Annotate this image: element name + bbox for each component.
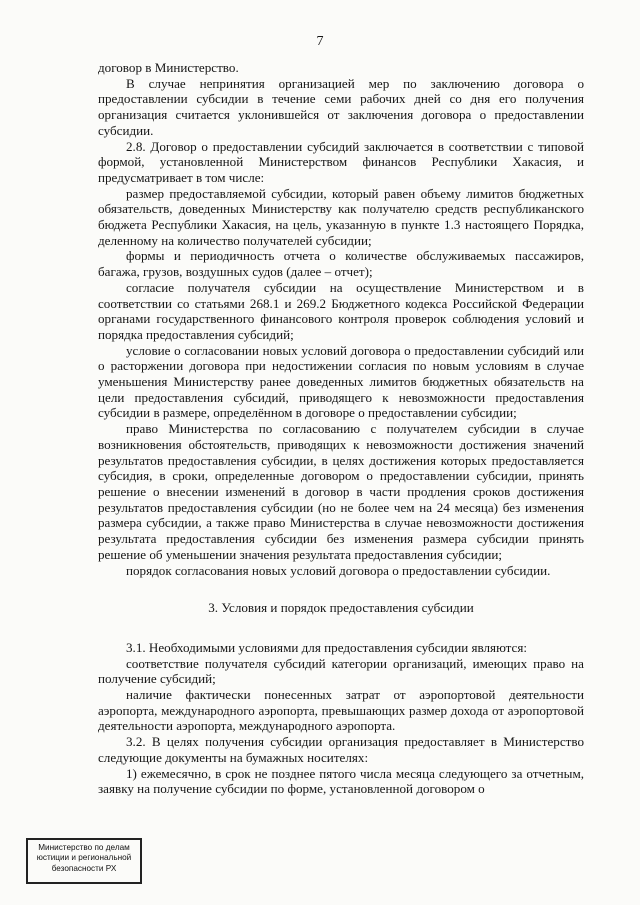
document-body: [98, 60, 584, 797]
stamp-line: безопасности РХ: [51, 863, 117, 873]
paragraph: порядок согласования новых условий договора о предоставлении субсидии.: [126, 562, 551, 578]
stamp-line: Министерство по делам: [38, 843, 130, 852]
paragraph: 3.1. Необходимыми условиями для предоставления субсидии являются:: [126, 639, 528, 655]
page-number: 7: [316, 34, 324, 49]
ministry-stamp: [26, 838, 142, 884]
paragraph: условие о согласовании новых условий договора о предоставлении субсидий или о расторжении договора при недостижении согласия по новым условиям в случае уменьшения Министерству ранее доведенных лимитов бюджетных обязательств на цели предоставления субсидий, приводящего к невозможности предоставления субсидии в размере, определённом в договоре о предоставлении субсидии;: [98, 342, 584, 421]
section-title: 3. Условия и порядок предоставления субсидии: [208, 600, 474, 616]
paragraph: формы и периодичность отчета о количестве обслуживаемых пассажиров, багажа, грузов, воздушных судов (далее – отчет);: [98, 248, 584, 280]
paragraph: договор в Министерство.: [98, 60, 239, 75]
paragraph: В случае непринятия организацией мер по заключению договора о предоставлении субсидии в течение семи рабочих дней со дня его получения организация считается уклонившейся от заключения договора о предоставлении субсидии.: [98, 75, 584, 138]
paragraph: 3.2. В целях получения субсидии организация предоставляет в Министерство следующие документы на бумажных носителях:: [98, 734, 584, 765]
paragraph: согласие получателя субсидии на осуществление Министерством и в соответствии со статьями 268.1 и 269.2 Бюджетного кодекса Российской Федерации органами государственного финансового контроля проверок соблюдения условий и порядка предоставления субсидий;: [98, 279, 584, 342]
paragraph: соответствие получателя субсидий категории организаций, имеющих право на получение субсидий;: [98, 655, 584, 687]
stamp-line: юстиции и региональной: [36, 853, 132, 863]
paragraph: 2.8. Договор о предоставлении субсидий заключается в соответствии с типовой формой, установленной Министерством финансов Республики Хакасия, и предусматривает в том числе:: [98, 138, 584, 185]
paragraph: наличие фактически понесенных затрат от аэропортовой деятельности аэропорта, международного аэропорта, превышающих размер дохода от аэропортовой деятельности аэропорта, международного аэропорта.: [98, 687, 584, 734]
paragraph: размер предоставляемой субсидии, который равен объему лимитов бюджетных обязательств, доведенных Министерству как получателю средств республиканского бюджета Республики Хакасия, на цель, указанную в пункте 1.3 настоящего Порядка, деленному на количество получателей субсидии;: [98, 185, 584, 248]
paragraph: право Министерства по согласованию с получателем субсидии в случае возникновения обстоятельств, приводящих к невозможности достижения значений результатов предоставления субсидии, в целях достижения которых предоставляется субсидия, в сроки, определенные договором о предоставлении субсидии, принять решение о внесении изменений в договор в части продления сроков достижения результатов предоставления субсидии (но не более чем на 24 месяца) без изменения размера субсидии, а также право Министерства в случае невозможности достижения результата предоставления субсидии без изменения размера субсидии принять решение об уменьшении значения результата предоставления субсидии;: [98, 421, 584, 562]
paragraph: 1) ежемесячно, в срок не позднее пятого числа месяца следующего за отчетным, заявку на получение субсидии по форме, установленной договором о: [98, 765, 584, 797]
